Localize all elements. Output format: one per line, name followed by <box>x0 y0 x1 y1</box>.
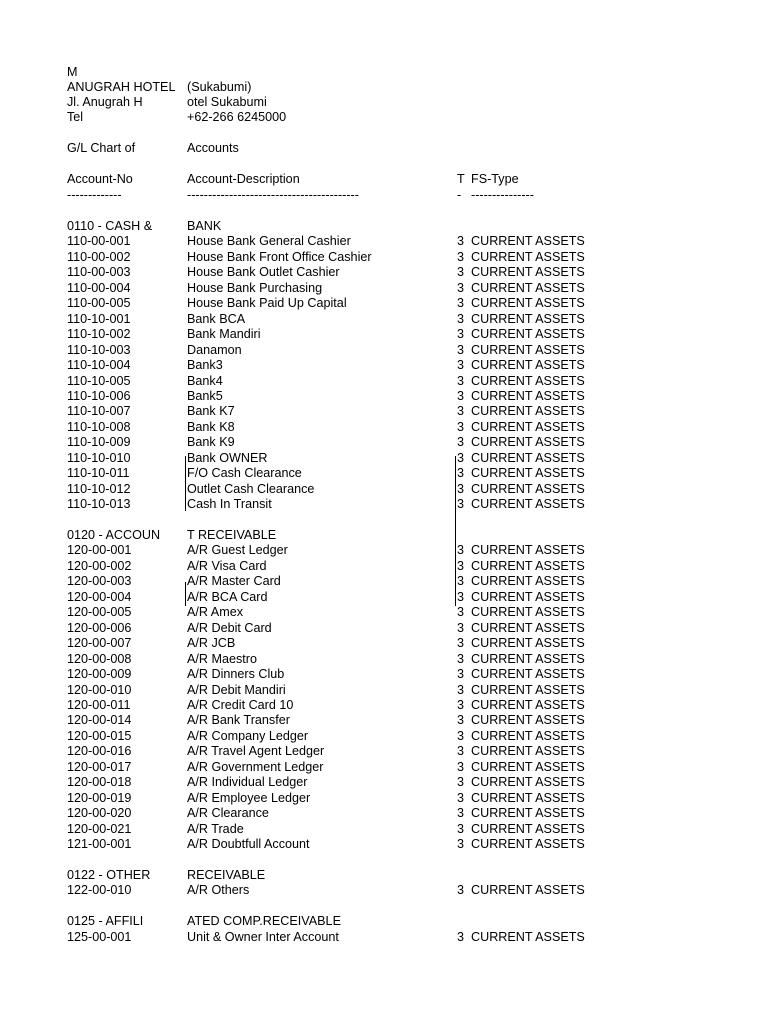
fs-type: CURRENT ASSETS <box>471 358 585 372</box>
group-code: 0120 - ACCOUN <box>67 528 161 542</box>
account-number: 120-00-016 <box>67 744 132 759</box>
account-number: 110-10-003 <box>67 342 131 357</box>
account-row <box>0 882 768 898</box>
address-part-1: Jl. Anugrah H <box>67 95 143 109</box>
account-number: 120-00-021 <box>67 821 132 836</box>
account-number: 120-00-009 <box>67 667 132 682</box>
account-description: Bank Mandiri <box>187 327 261 342</box>
column-rule-fs-type: --------------- <box>471 188 534 202</box>
account-description: Bank K8 <box>187 419 235 434</box>
fs-type: CURRENT ASSETS <box>471 543 585 558</box>
account-number: 120-00-008 <box>67 651 132 666</box>
account-row <box>0 712 768 728</box>
account-row <box>0 388 768 404</box>
account-row <box>0 929 768 945</box>
account-number: 110-10-010 <box>67 450 131 465</box>
fs-type: CURRENT ASSETS <box>471 234 585 249</box>
header-mark: M <box>67 65 78 79</box>
account-description: A/R Employee Ledger <box>187 790 311 805</box>
account-description: A/R JCB <box>187 636 236 651</box>
account-row <box>0 249 768 265</box>
account-description: Bank4 <box>187 373 223 388</box>
account-description: A/R Doubtfull Account <box>187 837 310 851</box>
account-number: 110-10-012 <box>67 481 131 496</box>
account-type: 3 <box>457 558 465 573</box>
account-type: 3 <box>457 728 465 743</box>
account-description: Outlet Cash Clearance <box>187 481 315 496</box>
account-description: A/R Debit Card <box>187 620 272 635</box>
account-row <box>0 311 768 327</box>
account-number: 120-00-010 <box>67 682 132 697</box>
account-description: Bank K9 <box>187 435 235 450</box>
account-number: 120-00-014 <box>67 713 132 728</box>
group-heading <box>0 218 768 234</box>
report-title-line <box>0 140 768 156</box>
group-name: T RECEIVABLE <box>187 528 277 542</box>
account-number: 110-00-001 <box>67 234 131 249</box>
account-number: 120-00-017 <box>67 759 132 774</box>
account-number: 120-00-001 <box>67 543 132 558</box>
account-type: 3 <box>457 667 465 682</box>
fs-type: CURRENT ASSETS <box>471 821 585 836</box>
account-description: A/R Guest Ledger <box>187 543 288 558</box>
account-number: 110-10-006 <box>67 388 131 403</box>
account-type: 3 <box>457 388 465 403</box>
account-type: 3 <box>457 296 465 311</box>
fs-type: CURRENT ASSETS <box>471 466 585 481</box>
address-part-2: otel Sukabumi <box>187 95 267 109</box>
report-title-part-2: Accounts <box>187 141 239 155</box>
account-type: 3 <box>457 759 465 774</box>
account-type: 3 <box>457 682 465 697</box>
fs-type: CURRENT ASSETS <box>471 280 585 295</box>
account-description: A/R Credit Card 10 <box>187 698 294 712</box>
account-type: 3 <box>457 481 465 496</box>
account-description: House Bank Front Office Cashier <box>187 249 372 264</box>
group-heading <box>0 527 768 543</box>
account-row <box>0 604 768 620</box>
report-title-part-1: G/L Chart of <box>67 141 136 155</box>
fs-type: CURRENT ASSETS <box>471 605 585 620</box>
account-description: House Bank Paid Up Capital <box>187 296 347 311</box>
account-row <box>0 342 768 358</box>
account-number: 120-00-019 <box>67 790 132 805</box>
group-name: RECEIVABLE <box>187 867 266 882</box>
account-description: A/R Bank Transfer <box>187 713 290 728</box>
account-type: 3 <box>457 790 465 805</box>
account-type: 3 <box>457 713 465 728</box>
account-type: 3 <box>457 497 465 512</box>
fs-type: CURRENT ASSETS <box>471 728 585 743</box>
account-description: Bank K7 <box>187 404 235 419</box>
fs-type: CURRENT ASSETS <box>471 651 585 666</box>
account-row <box>0 620 768 636</box>
account-type: 3 <box>457 775 465 790</box>
column-header-description: Account-Description <box>187 172 300 186</box>
fs-type: CURRENT ASSETS <box>471 419 585 434</box>
account-number: 110-00-004 <box>67 280 131 295</box>
account-type: 3 <box>457 574 465 589</box>
fs-type: CURRENT ASSETS <box>471 636 585 651</box>
fs-type: CURRENT ASSETS <box>471 837 585 851</box>
account-type: 3 <box>457 929 465 944</box>
account-description: A/R Dinners Club <box>187 667 285 682</box>
account-row <box>0 264 768 280</box>
account-type: 3 <box>457 404 465 419</box>
fs-type: CURRENT ASSETS <box>471 667 585 682</box>
account-number: 120-00-018 <box>67 775 132 790</box>
account-number: 120-00-002 <box>67 558 132 573</box>
fs-type: CURRENT ASSETS <box>471 388 585 403</box>
fs-type: CURRENT ASSETS <box>471 342 585 357</box>
account-type: 3 <box>457 450 465 465</box>
account-row <box>0 774 768 790</box>
account-description: Unit & Owner Inter Account <box>187 929 339 944</box>
account-type: 3 <box>457 651 465 666</box>
column-header-fs-type: FS-Type <box>471 172 519 186</box>
account-number: 122-00-010 <box>67 883 132 898</box>
group-heading <box>0 913 768 929</box>
account-description: House Bank Purchasing <box>187 280 323 295</box>
account-number: 110-10-009 <box>67 435 131 450</box>
account-row <box>0 373 768 389</box>
account-type: 3 <box>457 837 465 851</box>
fs-type: CURRENT ASSETS <box>471 698 585 712</box>
account-description: A/R Debit Mandiri <box>187 682 286 697</box>
column-rule-type: - <box>457 188 462 202</box>
fs-type: CURRENT ASSETS <box>471 883 585 898</box>
account-row <box>0 635 768 651</box>
account-description: A/R Trade <box>187 821 244 836</box>
account-row <box>0 759 768 775</box>
fs-type: CURRENT ASSETS <box>471 574 585 589</box>
account-type: 3 <box>457 358 465 372</box>
account-number: 120-00-005 <box>67 605 132 620</box>
account-row <box>0 821 768 837</box>
account-type: 3 <box>457 234 465 249</box>
fs-type: CURRENT ASSETS <box>471 620 585 635</box>
account-description: A/R Government Ledger <box>187 759 324 774</box>
account-type: 3 <box>457 744 465 759</box>
account-type: 3 <box>457 466 465 481</box>
account-row <box>0 450 768 466</box>
fs-type: CURRENT ASSETS <box>471 790 585 805</box>
account-type: 3 <box>457 589 465 604</box>
column-rule-account-no: ------------- <box>67 188 122 202</box>
account-type: 3 <box>457 280 465 295</box>
account-description: Danamon <box>187 342 242 357</box>
account-row <box>0 233 768 249</box>
account-row <box>0 419 768 435</box>
account-description: Cash In Transit <box>187 497 272 512</box>
header-mark-line <box>0 64 768 80</box>
account-row <box>0 465 768 481</box>
account-row <box>0 295 768 311</box>
hotel-name: ANUGRAH HOTEL <box>67 80 176 94</box>
account-row <box>0 280 768 296</box>
account-description: A/R Visa Card <box>187 558 267 573</box>
account-number: 110-10-013 <box>67 497 131 512</box>
account-row <box>0 357 768 373</box>
fs-type: CURRENT ASSETS <box>471 404 585 419</box>
fs-type: CURRENT ASSETS <box>471 435 585 450</box>
account-description: Bank3 <box>187 358 223 372</box>
fs-type: CURRENT ASSETS <box>471 265 585 280</box>
account-row <box>0 542 768 558</box>
group-heading <box>0 867 768 883</box>
account-description: A/R Travel Agent Ledger <box>187 744 325 759</box>
account-type: 3 <box>457 698 465 712</box>
tel-label: Tel <box>67 110 84 124</box>
column-header-account-no: Account-No <box>67 172 133 186</box>
account-row <box>0 434 768 450</box>
account-row <box>0 790 768 806</box>
account-row <box>0 728 768 744</box>
account-number: 110-00-002 <box>67 249 131 264</box>
account-type: 3 <box>457 265 465 280</box>
account-number: 120-00-011 <box>67 698 131 712</box>
account-description: A/R BCA Card <box>187 589 268 604</box>
fs-type: CURRENT ASSETS <box>471 450 585 465</box>
account-description: F/O Cash Clearance <box>187 466 302 481</box>
hotel-city: (Sukabumi) <box>187 80 252 94</box>
account-row <box>0 743 768 759</box>
group-code: 0110 - CASH & <box>67 219 153 233</box>
group-code: 0125 - AFFILI <box>67 914 144 929</box>
account-row <box>0 496 768 512</box>
account-type: 3 <box>457 636 465 651</box>
account-description: A/R Amex <box>187 605 243 620</box>
account-description: A/R Master Card <box>187 574 281 589</box>
account-description: Bank BCA <box>187 311 246 326</box>
account-row <box>0 481 768 497</box>
column-divider-type <box>455 456 456 606</box>
account-number: 120-00-015 <box>67 728 132 743</box>
account-description: House Bank Outlet Cashier <box>187 265 340 280</box>
fs-type: CURRENT ASSETS <box>471 249 585 264</box>
column-divider-description-lower <box>185 582 186 606</box>
account-number: 110-10-002 <box>67 327 131 342</box>
column-rule-row <box>0 187 768 203</box>
fs-type: CURRENT ASSETS <box>471 682 585 697</box>
account-row <box>0 697 768 713</box>
account-number: 120-00-006 <box>67 620 132 635</box>
column-divider-description <box>185 456 186 511</box>
account-description: A/R Clearance <box>187 806 269 821</box>
account-description: A/R Company Ledger <box>187 728 309 743</box>
account-description: A/R Maestro <box>187 651 257 666</box>
account-type: 3 <box>457 373 465 388</box>
account-number: 120-00-003 <box>67 574 132 589</box>
account-type: 3 <box>457 342 465 357</box>
account-row <box>0 666 768 682</box>
account-number: 110-10-004 <box>67 358 131 372</box>
fs-type: CURRENT ASSETS <box>471 373 585 388</box>
fs-type: CURRENT ASSETS <box>471 806 585 821</box>
column-header-row <box>0 171 768 187</box>
fs-type: CURRENT ASSETS <box>471 481 585 496</box>
account-number: 110-00-003 <box>67 265 131 280</box>
account-number: 125-00-001 <box>67 929 132 944</box>
fs-type: CURRENT ASSETS <box>471 713 585 728</box>
account-number: 120-00-004 <box>67 589 132 604</box>
account-type: 3 <box>457 327 465 342</box>
fs-type: CURRENT ASSETS <box>471 558 585 573</box>
account-number: 110-10-007 <box>67 404 131 419</box>
account-row <box>0 682 768 698</box>
account-row <box>0 589 768 605</box>
account-row <box>0 573 768 589</box>
account-number: 110-10-008 <box>67 419 131 434</box>
tel-line <box>0 109 768 125</box>
account-number: 120-00-007 <box>67 636 132 651</box>
fs-type: CURRENT ASSETS <box>471 759 585 774</box>
account-number: 110-10-001 <box>67 311 131 326</box>
account-description: House Bank General Cashier <box>187 234 351 249</box>
account-row <box>0 651 768 667</box>
column-rule-description: ----------------------------------------- <box>187 188 359 202</box>
account-type: 3 <box>457 605 465 620</box>
account-row <box>0 836 768 852</box>
account-type: 3 <box>457 311 465 326</box>
account-type: 3 <box>457 543 465 558</box>
group-name: ATED COMP.RECEIVABLE <box>187 914 341 929</box>
fs-type: CURRENT ASSETS <box>471 775 585 790</box>
account-description: A/R Others <box>187 883 250 898</box>
account-description: Bank OWNER <box>187 450 268 465</box>
fs-type: CURRENT ASSETS <box>471 311 585 326</box>
account-row <box>0 403 768 419</box>
account-type: 3 <box>457 249 465 264</box>
fs-type: CURRENT ASSETS <box>471 589 585 604</box>
account-number: 121-00-001 <box>67 837 132 851</box>
account-number: 110-10-005 <box>67 373 131 388</box>
hotel-name-line <box>0 79 768 95</box>
account-row <box>0 805 768 821</box>
account-description: A/R Individual Ledger <box>187 775 308 790</box>
account-type: 3 <box>457 435 465 450</box>
column-header-type: T <box>457 172 465 186</box>
fs-type: CURRENT ASSETS <box>471 929 585 944</box>
account-number: 110-00-005 <box>67 296 131 311</box>
account-type: 3 <box>457 883 465 898</box>
fs-type: CURRENT ASSETS <box>471 327 585 342</box>
account-type: 3 <box>457 821 465 836</box>
account-row <box>0 326 768 342</box>
account-type: 3 <box>457 620 465 635</box>
account-number: 110-10-011 <box>67 466 130 481</box>
account-type: 3 <box>457 419 465 434</box>
fs-type: CURRENT ASSETS <box>471 497 585 512</box>
account-type: 3 <box>457 806 465 821</box>
tel-value: +62-266 6245000 <box>187 110 287 124</box>
account-number: 120-00-020 <box>67 806 132 821</box>
account-description: Bank5 <box>187 388 223 403</box>
group-name: BANK <box>187 219 222 233</box>
fs-type: CURRENT ASSETS <box>471 744 585 759</box>
address-line <box>0 94 768 110</box>
account-row <box>0 558 768 574</box>
group-code: 0122 - OTHER <box>67 867 151 882</box>
fs-type: CURRENT ASSETS <box>471 296 585 311</box>
